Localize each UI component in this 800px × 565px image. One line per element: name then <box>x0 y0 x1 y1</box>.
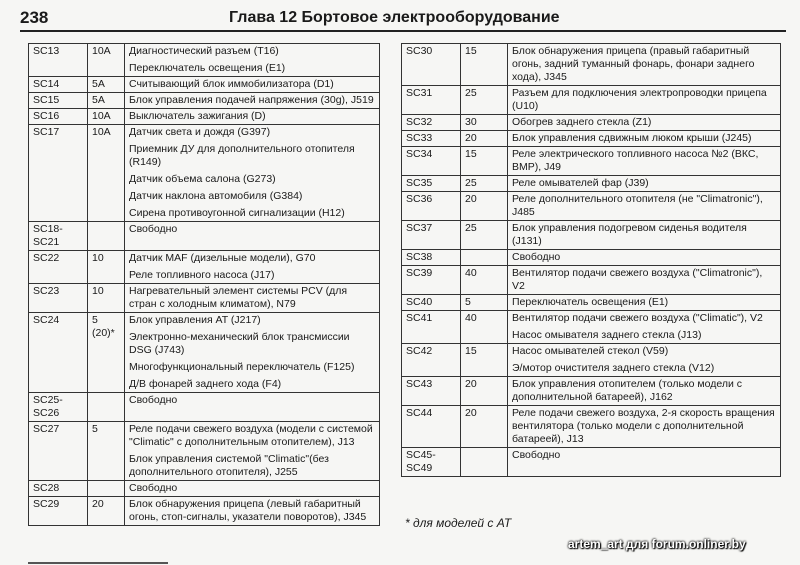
fuse-description <box>125 44 380 77</box>
description-line: Блок управления отопителем (только модели с дополнительной батареей), J162 <box>512 378 742 403</box>
fuse-id: SC23 <box>29 284 88 313</box>
description-line: Сирена противоугонной сигнализации (H12) <box>129 207 345 219</box>
fuse-id: SC32 <box>402 115 461 131</box>
fuse-amperage: 5 <box>461 295 508 311</box>
fuse-description <box>125 284 380 313</box>
page-number: 238 <box>20 8 49 27</box>
table-row <box>402 311 781 344</box>
fuse-description <box>508 250 781 266</box>
table-row <box>29 109 380 125</box>
fuse-description <box>125 422 380 481</box>
table-row <box>29 497 380 526</box>
header-rule <box>20 30 786 32</box>
fuse-id: SC13 <box>29 44 88 77</box>
fuse-amperage: 25 <box>461 221 508 250</box>
fuse-id: SC41 <box>402 311 461 344</box>
description-line: Приемник ДУ для дополнительного отопителя (R149) <box>129 143 355 168</box>
watermark: artem_art для forum.onliner.by <box>568 537 746 551</box>
fuse-amperage: 20 <box>461 192 508 221</box>
fuse-id: SC27 <box>29 422 88 481</box>
fuse-id: SC16 <box>29 109 88 125</box>
description-line: Блок управления подачей напряжения (30g), J519 <box>129 94 374 106</box>
description-line: Диагностический разъем (T16) <box>129 45 279 57</box>
table-row <box>402 86 781 115</box>
fuse-table-left <box>28 43 380 526</box>
fuse-id: SC44 <box>402 406 461 448</box>
page-header <box>0 0 800 34</box>
description-line: Блок управления системой "Climatic"(без дополнительного отопителя), J255 <box>129 453 329 478</box>
table-row <box>402 406 781 448</box>
description-line: Считывающий блок иммобилизатора (D1) <box>129 78 334 90</box>
fuse-amperage: 10 <box>88 251 125 284</box>
fuse-description <box>125 77 380 93</box>
fuse-id: SC38 <box>402 250 461 266</box>
description-line: Электронно-механический блок трансмиссии DSG (J743) <box>129 331 350 356</box>
fuse-amperage: 15 <box>461 147 508 176</box>
fuse-amperage: 25 <box>461 86 508 115</box>
fuse-amperage: 5A <box>88 77 125 93</box>
table-row <box>29 93 380 109</box>
description-line: Свободно <box>129 223 178 235</box>
fuse-amperage <box>88 481 125 497</box>
fuse-description <box>508 311 781 344</box>
fuse-amperage: 10A <box>88 109 125 125</box>
fuse-description <box>508 176 781 192</box>
table-row <box>402 221 781 250</box>
fuse-id: SC35 <box>402 176 461 192</box>
description-line: Разъем для подключения электропроводки прицепа (U10) <box>512 87 767 112</box>
fuse-description <box>508 448 781 477</box>
table-row <box>29 284 380 313</box>
fuse-amperage: 20 <box>461 131 508 147</box>
fuse-id: SC15 <box>29 93 88 109</box>
fuse-id: SC36 <box>402 192 461 221</box>
description-line: Д/В фонарей заднего хода (F4) <box>129 378 282 390</box>
fuse-id: SC31 <box>402 86 461 115</box>
fuse-id: SC25-SC26 <box>29 393 88 422</box>
fuse-amperage <box>88 393 125 422</box>
fuse-amperage: 40 <box>461 311 508 344</box>
description-line: Переключатель освещения (E1) <box>129 62 286 74</box>
description-line: Блок обнаружения прицепа (правый габаритный огонь, задний туманный фонарь, фонари заднего хода), J345 <box>512 45 755 83</box>
fuse-amperage: 15 <box>461 44 508 86</box>
fuse-description <box>125 93 380 109</box>
description-line: Реле дополнительного отопителя (не "Climatronic"), J485 <box>512 193 763 218</box>
fuse-amperage <box>88 222 125 251</box>
description-line: Реле подачи свежего воздуха (модели с системой "Climatic" с дополнительным отопителем), J13 <box>129 423 373 448</box>
fuse-description <box>508 115 781 131</box>
fuse-id: SC42 <box>402 344 461 377</box>
fuse-description <box>508 266 781 295</box>
fuse-description <box>508 377 781 406</box>
description-line: Вентилятор подачи свежего воздуха ("Climatronic"), V2 <box>512 267 763 292</box>
table-row <box>402 131 781 147</box>
fuse-description <box>125 222 380 251</box>
fuse-description <box>125 109 380 125</box>
description-line: Реле электрического топливного насоса №2 (ВКС, ВМР), J49 <box>512 148 759 173</box>
fuse-description <box>508 295 781 311</box>
fuse-id: SC17 <box>29 125 88 222</box>
fuse-amperage: 10 <box>88 284 125 313</box>
description-line: Свободно <box>129 394 178 406</box>
table-row <box>402 147 781 176</box>
footnote: * для моделей с AT <box>405 516 512 530</box>
table-row <box>29 313 380 393</box>
description-line: Датчик MAF (дизельные модели), G70 <box>129 252 316 264</box>
fuse-description <box>125 313 380 393</box>
description-line: Блок управления AT (J217) <box>129 314 261 326</box>
table-row <box>402 250 781 266</box>
fuse-id: SC14 <box>29 77 88 93</box>
fuse-id: SC37 <box>402 221 461 250</box>
fuse-description <box>125 497 380 526</box>
table-row <box>29 44 380 77</box>
chapter-title: Глава 12 Бортовое электрооборудование <box>229 9 560 26</box>
table-row <box>29 125 380 222</box>
fuse-amperage: 10A <box>88 44 125 77</box>
fuse-amperage: 25 <box>461 176 508 192</box>
fuse-description <box>508 192 781 221</box>
cropped-text-fragment <box>28 557 188 565</box>
description-line: Блок управления сдвижным люком крыши (J245) <box>512 132 752 144</box>
fuse-description <box>125 251 380 284</box>
fuse-id: SC34 <box>402 147 461 176</box>
fuse-description <box>508 147 781 176</box>
description-line: Датчик наклона автомобиля (G384) <box>129 190 303 202</box>
table-row <box>29 393 380 422</box>
fuse-amperage: 15 <box>461 344 508 377</box>
fuse-amperage: 30 <box>461 115 508 131</box>
description-line: Блок обнаружения прицепа (левый габаритный огонь, стоп-сигналы, указатели поворотов), J345 <box>129 498 367 523</box>
fuse-amperage <box>461 250 508 266</box>
description-line: Блок управления подогревом сиденья водителя (J131) <box>512 222 747 247</box>
fuse-amperage: 20 <box>461 406 508 448</box>
fuse-id: SC28 <box>29 481 88 497</box>
table-row <box>402 44 781 86</box>
fuse-id: SC29 <box>29 497 88 526</box>
fuse-amperage: 5 <box>88 422 125 481</box>
fuse-id: SC24 <box>29 313 88 393</box>
table-row <box>402 344 781 377</box>
fuse-description <box>508 86 781 115</box>
fuse-description <box>508 406 781 448</box>
fuse-amperage: 20 <box>88 497 125 526</box>
fuse-amperage <box>461 448 508 477</box>
fuse-id: SC22 <box>29 251 88 284</box>
table-row <box>402 115 781 131</box>
description-line: Переключатель освещения (E1) <box>512 296 669 308</box>
description-line: Реле топливного насоса (J17) <box>129 269 275 281</box>
fuse-id: SC45-SC49 <box>402 448 461 477</box>
fuse-description <box>508 44 781 86</box>
description-line: Свободно <box>512 251 561 263</box>
description-line: Реле подачи свежего воздуха, 2-я скорость вращения вентилятора (только модели с дополнительной батареей), J13 <box>512 407 775 445</box>
fuse-amperage: 40 <box>461 266 508 295</box>
table-row <box>402 192 781 221</box>
fuse-id: SC40 <box>402 295 461 311</box>
table-row <box>29 222 380 251</box>
fuse-amperage: 20 <box>461 377 508 406</box>
fuse-description <box>508 131 781 147</box>
table-row <box>402 377 781 406</box>
table-row <box>402 266 781 295</box>
fuse-amperage: 5A <box>88 93 125 109</box>
fuse-id: SC43 <box>402 377 461 406</box>
fuse-id: SC30 <box>402 44 461 86</box>
fuse-id: SC33 <box>402 131 461 147</box>
fuse-amperage: 10A <box>88 125 125 222</box>
fuse-table-right <box>401 43 781 477</box>
fuse-description <box>125 481 380 497</box>
description-line: Насос омывателей стекол (V59) <box>512 345 669 357</box>
description-line: Датчик объема салона (G273) <box>129 173 276 185</box>
fuse-id: SC18-SC21 <box>29 222 88 251</box>
table-row <box>29 77 380 93</box>
table-row <box>29 481 380 497</box>
fuse-description <box>508 221 781 250</box>
fuse-amperage: 5 (20)* <box>88 313 125 393</box>
table-row <box>402 295 781 311</box>
description-line: Свободно <box>129 482 178 494</box>
description-line: Датчик света и дождя (G397) <box>129 126 271 138</box>
description-line: Вентилятор подачи свежего воздуха ("Climatic"), V2 <box>512 312 763 324</box>
table-row <box>29 422 380 481</box>
fuse-description <box>125 125 380 222</box>
description-line: Обогрев заднего стекла (Z1) <box>512 116 652 128</box>
description-line: Насос омывателя заднего стекла (J13) <box>512 329 702 341</box>
fuse-id: SC39 <box>402 266 461 295</box>
description-line: Нагревательный элемент системы PCV (для стран с холодным климатом), N79 <box>129 285 348 310</box>
fuse-description <box>508 344 781 377</box>
description-line: Выключатель зажигания (D) <box>129 110 266 122</box>
table-row <box>402 448 781 477</box>
description-line: Свободно <box>512 449 561 461</box>
table-row <box>402 176 781 192</box>
table-row <box>29 251 380 284</box>
description-line: Многофункциональный переключатель (F125) <box>129 361 355 373</box>
description-line: Э/мотор очистителя заднего стекла (V12) <box>512 362 715 374</box>
description-line: Реле омывателей фар (J39) <box>512 177 649 189</box>
fuse-description <box>125 393 380 422</box>
